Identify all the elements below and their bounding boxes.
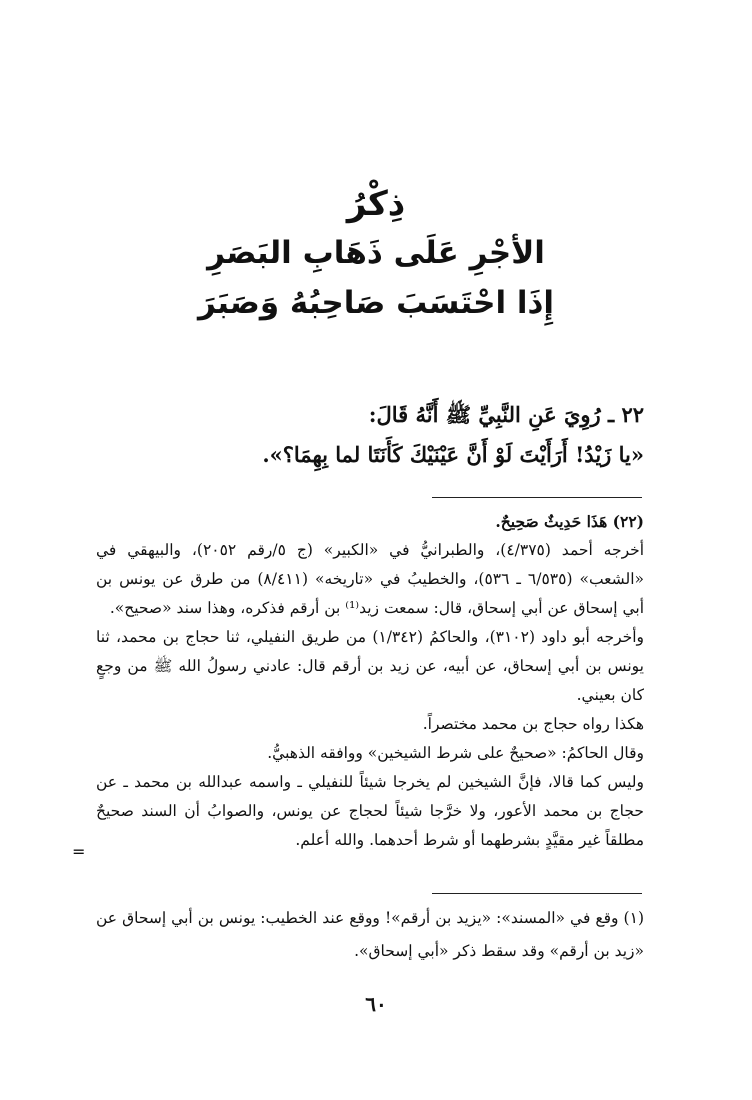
takhrij-paragraph: أخرجه أحمد (٤/٣٧٥)، والطبرانيُّ في «الكبير» (ج ٥/رقم ٢٠٥٢)، والبيهقي في «الشعب» (٦/٥٣٥ ـ ٥٣٦)، والخطيبُ في «تاريخه» (٨/٤١١) من طرق عن يونس بن أبي إسحاق عن أبي إسحاق، قال: سمعت زيد⁽¹⁾ بن أرقم فذكره، وهذا سند «صحيح».	[96, 541, 645, 617]
takhrij-heading: (٢٢) هَذَا حَدِيثٌ صَحِيحٌ.	[495, 512, 644, 531]
continuation-mark: =	[72, 842, 86, 861]
takhrij-paragraph: وليس كما قالا، فإنَّ الشيخين لم يخرجا شيئاً للنفيلي ـ واسمه عبدالله بن محمد ـ عن حجاج بن محمد الأعور، ولا خرَّجا شيئاً لحجاج عن يونس، والصوابُ أن السند صحيحٌ مطلقاً غير مقيَّدٍ بشرطهما أو شرط أحدهما. والله أعلم.	[96, 773, 644, 849]
footnotes	[96, 902, 644, 968]
chapter-title	[120, 180, 632, 328]
hadith-text	[96, 395, 644, 475]
takhrij-notes	[96, 507, 644, 855]
takhrij-paragraph: هكذا رواه حجاج بن محمد مختصراً.	[422, 715, 644, 733]
takhrij-paragraph: وأخرجه أبو داود (٣١٠٢)، والحاكمُ (١/٣٤٢) من طريق النفيلي، ثنا حجاج بن محمد، ثنا يونس بن أبي إسحاق، عن أبيه، عن زيد بن أرقم قال: عادني رسولُ الله ﷺ من وجعٍ كان بعيني.	[96, 628, 644, 704]
title-line-3: إِذَا احْتَسَبَ صَاحِبُهُ وَصَبَرَ	[197, 285, 555, 321]
hadith-line-2: «يا زَيْدُ! أَرَأَيْتَ لَوْ أَنَّ عَيْنَيْكَ كَأَنَتَا لما بِهِمَا؟».	[262, 442, 644, 467]
footnote-rule	[432, 893, 642, 894]
title-line-1: ذِكْرُ	[346, 184, 406, 224]
title-line-2: الأجْرِ عَلَى ذَهَابِ البَصَرِ	[207, 235, 545, 271]
page-number: ٦٠	[365, 992, 387, 1016]
hadith-line-1: ٢٢ ـ رُوِيَ عَنِ النَّبِيِّ ﷺ أَنَّهُ قَالَ:	[368, 402, 644, 427]
divider-rule	[432, 497, 642, 498]
takhrij-paragraph: وقال الحاكمُ: «صحيحٌ على شرط الشيخين» ووافقه الذهبيُّ.	[267, 744, 644, 762]
footnote-item: (١) وقع في «المسند»: «يزيد بن أرقم»! ووقع عند الخطيب: يونس بن أبي إسحاق عن «زيد بن أرقم» وقد سقط ذكر «أبي إسحاق».	[96, 909, 644, 960]
